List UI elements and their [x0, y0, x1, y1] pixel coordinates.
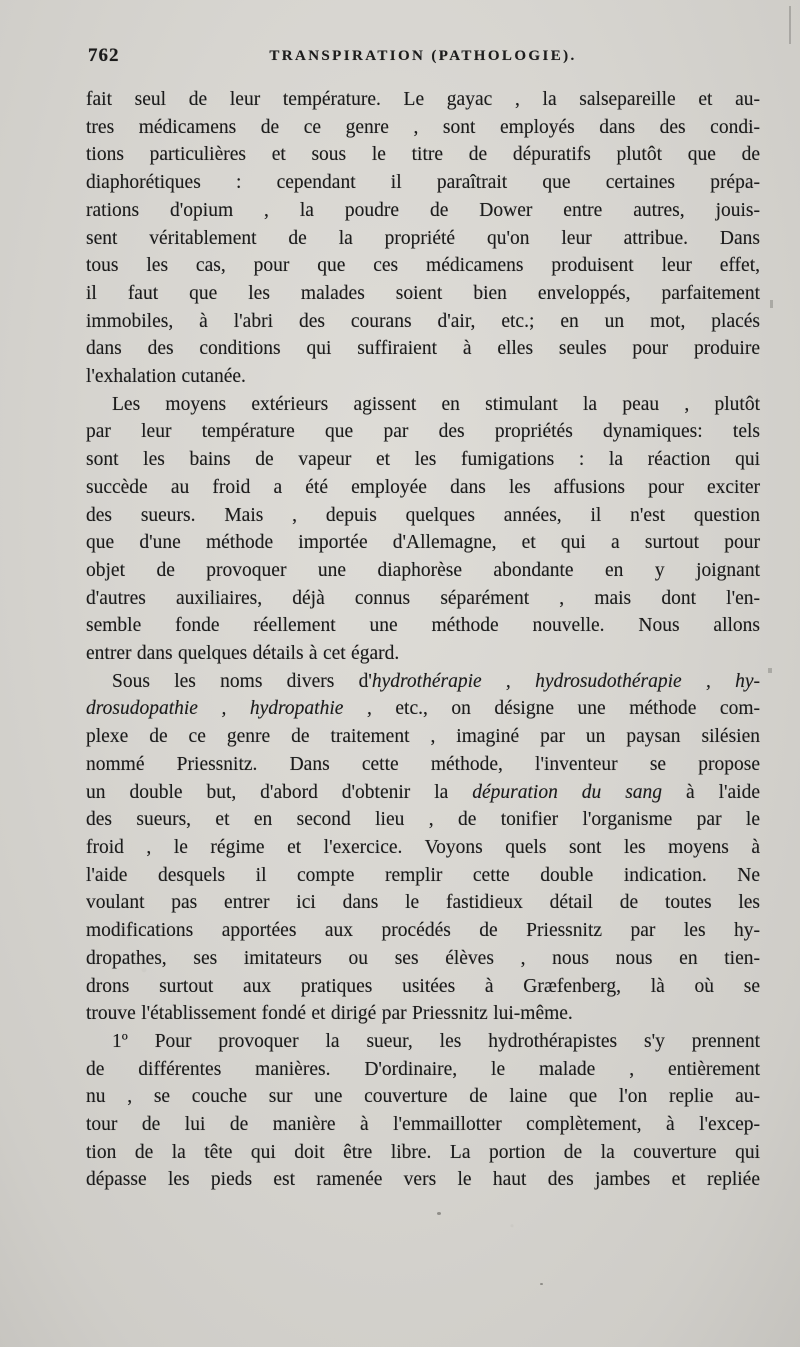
text-segment: tion de la tête qui doit être libre. La portion de la couverture qui: [86, 1141, 760, 1163]
text-line: [86, 141, 760, 169]
text-segment: rations d'opium , la poudre de Dower entre autres, jouis-: [86, 199, 760, 221]
text-line: [86, 668, 760, 696]
text-segment: dans des conditions qui suffiraient à elles seules pour produire: [86, 338, 760, 360]
text-segment: par leur température que par des propriétés dynamiques: tels: [86, 421, 760, 443]
text-segment: nommé Priessnitz. Dans cette méthode, l'inventeur se propose: [86, 753, 760, 775]
scan-edge-mark: [789, 6, 791, 44]
text-segment: dropathes, ses imitateurs ou ses élèves , nous nous en tien-: [86, 947, 760, 969]
text-segment: de différentes manières. D'ordinaire, le malade , entièrement: [86, 1058, 760, 1080]
text-segment: un double but, d'abord d'obtenir la: [86, 781, 473, 803]
text-line: [86, 1139, 760, 1167]
text-line: [86, 1083, 760, 1111]
text-segment: objet de provoquer une diaphorèse abondante en y joignant: [86, 559, 760, 581]
text-segment: tions particulières et sous le titre de dépuratifs plutôt que de: [86, 144, 760, 166]
text-segment: Les moyens extérieurs agissent en stimulant la peau , plutôt: [112, 393, 760, 415]
text-line: [86, 197, 760, 225]
text-line: [86, 308, 760, 336]
scan-edge-mark: [770, 300, 773, 308]
text-line: [86, 335, 760, 363]
text-segment: à l'aide: [662, 781, 760, 803]
scan-speck: [540, 1283, 543, 1285]
text-line: [86, 834, 760, 862]
text-segment: d'autres auxiliaires, déjà connus séparément , mais dont l'en-: [86, 587, 760, 609]
scan-edge-mark: [768, 668, 772, 673]
text-line: [86, 529, 760, 557]
text-line: [86, 114, 760, 142]
text-line: [86, 280, 760, 308]
text-segment: des sueurs, et en second lieu , de tonifier l'organisme par le: [86, 809, 760, 831]
text-line: [86, 225, 760, 253]
text-line: [86, 1000, 760, 1028]
text-line: [86, 806, 760, 834]
text-line: [86, 363, 760, 391]
body-text: [86, 86, 760, 1194]
text-line: [86, 973, 760, 1001]
text-segment: entrer dans quelques détails à cet égard.: [86, 643, 400, 665]
text-line: [86, 1166, 760, 1194]
text-line: [86, 945, 760, 973]
text-segment: plexe de ce genre de traitement , imaginé par un paysan silésien: [86, 726, 760, 748]
text-line: [86, 723, 760, 751]
text-line: [86, 1056, 760, 1084]
text-segment: il faut que les malades soient bien enveloppés, parfaitement: [86, 282, 760, 304]
text-segment: dépasse les pieds est ramenée vers le haut des jambes et repliée: [86, 1169, 760, 1191]
text-segment: Sous les noms divers d': [112, 670, 372, 692]
text-segment: que d'une méthode importée d'Allemagne, et qui a surtout pour: [86, 532, 760, 554]
text-line: [86, 86, 760, 114]
text-segment: tous les cas, pour que ces médicamens produisent leur effet,: [86, 255, 760, 277]
text-line: [86, 640, 760, 668]
page-number: 762: [88, 45, 120, 66]
text-segment: l'exhalation cutanée.: [86, 366, 246, 388]
text-line: [86, 695, 760, 723]
text-line: [86, 1028, 760, 1056]
page-header: [86, 44, 760, 70]
text-line: [86, 446, 760, 474]
text-segment: tour de lui de manière à l'emmaillotter complètement, à l'excep-: [86, 1114, 760, 1136]
text-line: [86, 862, 760, 890]
text-segment: etc., on désigne une méthode com-: [371, 698, 760, 720]
text-segment: froid , le régime et l'exercice. Voyons quels sont les moyens à: [86, 836, 760, 858]
running-title: TRANSPIRATION (PATHOLOGIE).: [269, 48, 577, 64]
scan-speck: [437, 1212, 441, 1215]
text-segment: trouve l'établissement fondé et dirigé par Priessnitz lui-même.: [86, 1003, 573, 1025]
text-line: [86, 418, 760, 446]
text-segment: l'aide desquels il compte remplir cette double indication. Ne: [86, 864, 760, 886]
text-segment: des sueurs. Mais , depuis quelques années, il n'est question: [86, 504, 760, 526]
italic-text-segment: dépuration du sang: [472, 781, 663, 803]
text-segment: semble fonde réellement une méthode nouvelle. Nous allons: [86, 615, 760, 637]
text-line: [86, 779, 760, 807]
text-line: [86, 252, 760, 280]
italic-text-segment: hydrothérapie , hydrosudothérapie , hy-: [371, 670, 760, 692]
text-segment: drons surtout aux pratiques usitées à Græfenberg, là où se: [86, 975, 760, 997]
text-segment: sont les bains de vapeur et les fumigations : la réaction qui: [86, 449, 760, 471]
text-line: [86, 612, 760, 640]
italic-text-segment: drosudopathie , hydropathie ,: [86, 698, 372, 720]
text-line: [86, 391, 760, 419]
text-line: [86, 889, 760, 917]
text-line: [86, 585, 760, 613]
text-line: [86, 1111, 760, 1139]
text-line: [86, 169, 760, 197]
text-line: [86, 751, 760, 779]
text-segment: tres médicamens de ce genre , sont employés dans des condi-: [86, 116, 760, 138]
text-segment: diaphorétiques : cependant il paraîtrait que certaines prépa-: [86, 172, 760, 194]
text-line: [86, 474, 760, 502]
text-segment: nu , se couche sur une couverture de laine que l'on replie au-: [86, 1086, 760, 1108]
text-line: [86, 502, 760, 530]
text-line: [86, 917, 760, 945]
text-segment: succède au froid a été employée dans les affusions pour exciter: [86, 476, 760, 498]
text-segment: immobiles, à l'abri des courans d'air, etc.; en un mot, placés: [86, 310, 760, 332]
text-segment: modifications apportées aux procédés de Priessnitz par les hy-: [86, 920, 760, 942]
text-segment: sent véritablement de la propriété qu'on leur attribue. Dans: [86, 227, 760, 249]
text-segment: voulant pas entrer ici dans le fastidieux détail de toutes les: [86, 892, 760, 914]
text-line: [86, 557, 760, 585]
text-segment: fait seul de leur température. Le gayac , la salsepareille et au-: [86, 89, 760, 110]
text-segment: 1º Pour provoquer la sueur, les hydrothérapistes s'y prennent: [112, 1030, 760, 1052]
